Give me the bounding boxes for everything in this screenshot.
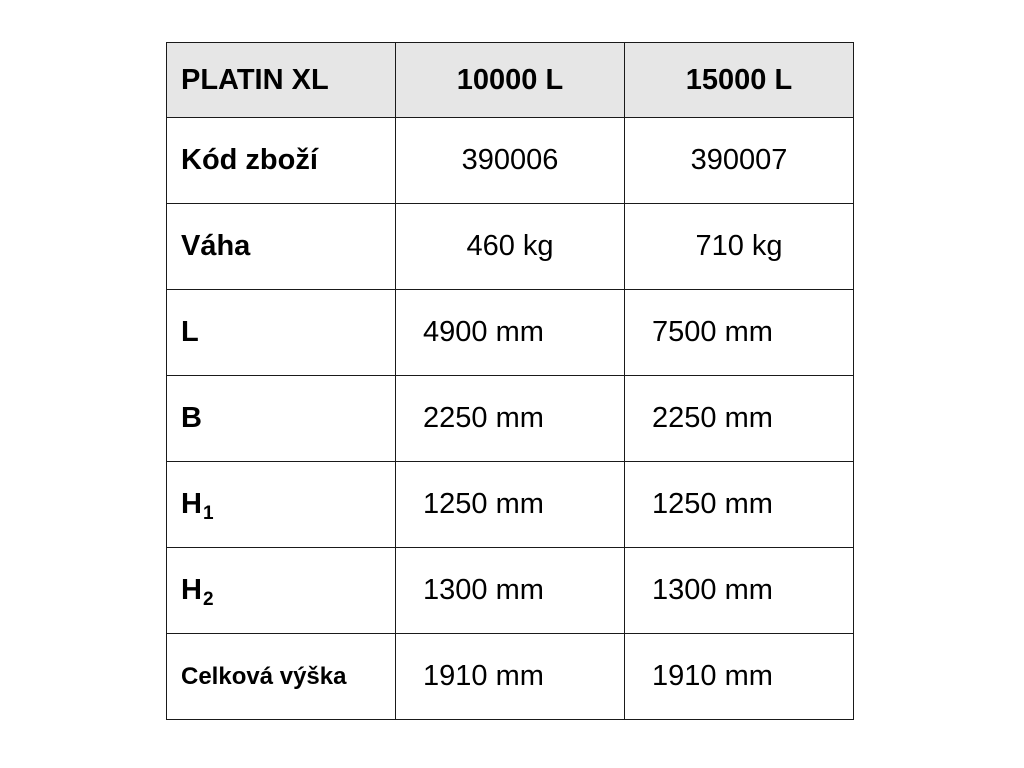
cell-value: 2250 mm bbox=[625, 376, 854, 462]
row-label: Váha bbox=[167, 204, 396, 290]
table-row-length bbox=[167, 290, 854, 376]
row-label-subscript: 1 bbox=[202, 503, 214, 524]
table-row-height-1 bbox=[167, 462, 854, 548]
table-row-height-2 bbox=[167, 548, 854, 634]
cell-value: 1300 mm bbox=[396, 548, 625, 634]
cell-value: 7500 mm bbox=[625, 290, 854, 376]
cell-value: 4900 mm bbox=[396, 290, 625, 376]
row-label bbox=[167, 462, 396, 548]
cell-value: 460 kg bbox=[396, 204, 625, 290]
row-label: L bbox=[167, 290, 396, 376]
cell-value: 2250 mm bbox=[396, 376, 625, 462]
row-label-main: H bbox=[181, 488, 202, 520]
cell-value: 1910 mm bbox=[625, 634, 854, 720]
row-label-main: H bbox=[181, 574, 202, 606]
cell-value: 1250 mm bbox=[396, 462, 625, 548]
table-row-total-height bbox=[167, 634, 854, 720]
spec-table bbox=[166, 42, 854, 720]
row-label bbox=[167, 548, 396, 634]
table-row-product-code bbox=[167, 118, 854, 204]
cell-value: 1300 mm bbox=[625, 548, 854, 634]
cell-value: 1910 mm bbox=[396, 634, 625, 720]
row-label-subscript: 2 bbox=[202, 589, 214, 610]
header-model-name: PLATIN XL bbox=[167, 43, 396, 118]
cell-value: 710 kg bbox=[625, 204, 854, 290]
table-header-row bbox=[167, 43, 854, 118]
header-col-15000: 15000 L bbox=[625, 43, 854, 118]
table-row-width bbox=[167, 376, 854, 462]
cell-value: 1250 mm bbox=[625, 462, 854, 548]
table-row-weight bbox=[167, 204, 854, 290]
row-label: Celková výška bbox=[167, 634, 396, 720]
row-label: Kód zboží bbox=[167, 118, 396, 204]
cell-value: 390007 bbox=[625, 118, 854, 204]
header-col-10000: 10000 L bbox=[396, 43, 625, 118]
cell-value: 390006 bbox=[396, 118, 625, 204]
row-label: B bbox=[167, 376, 396, 462]
